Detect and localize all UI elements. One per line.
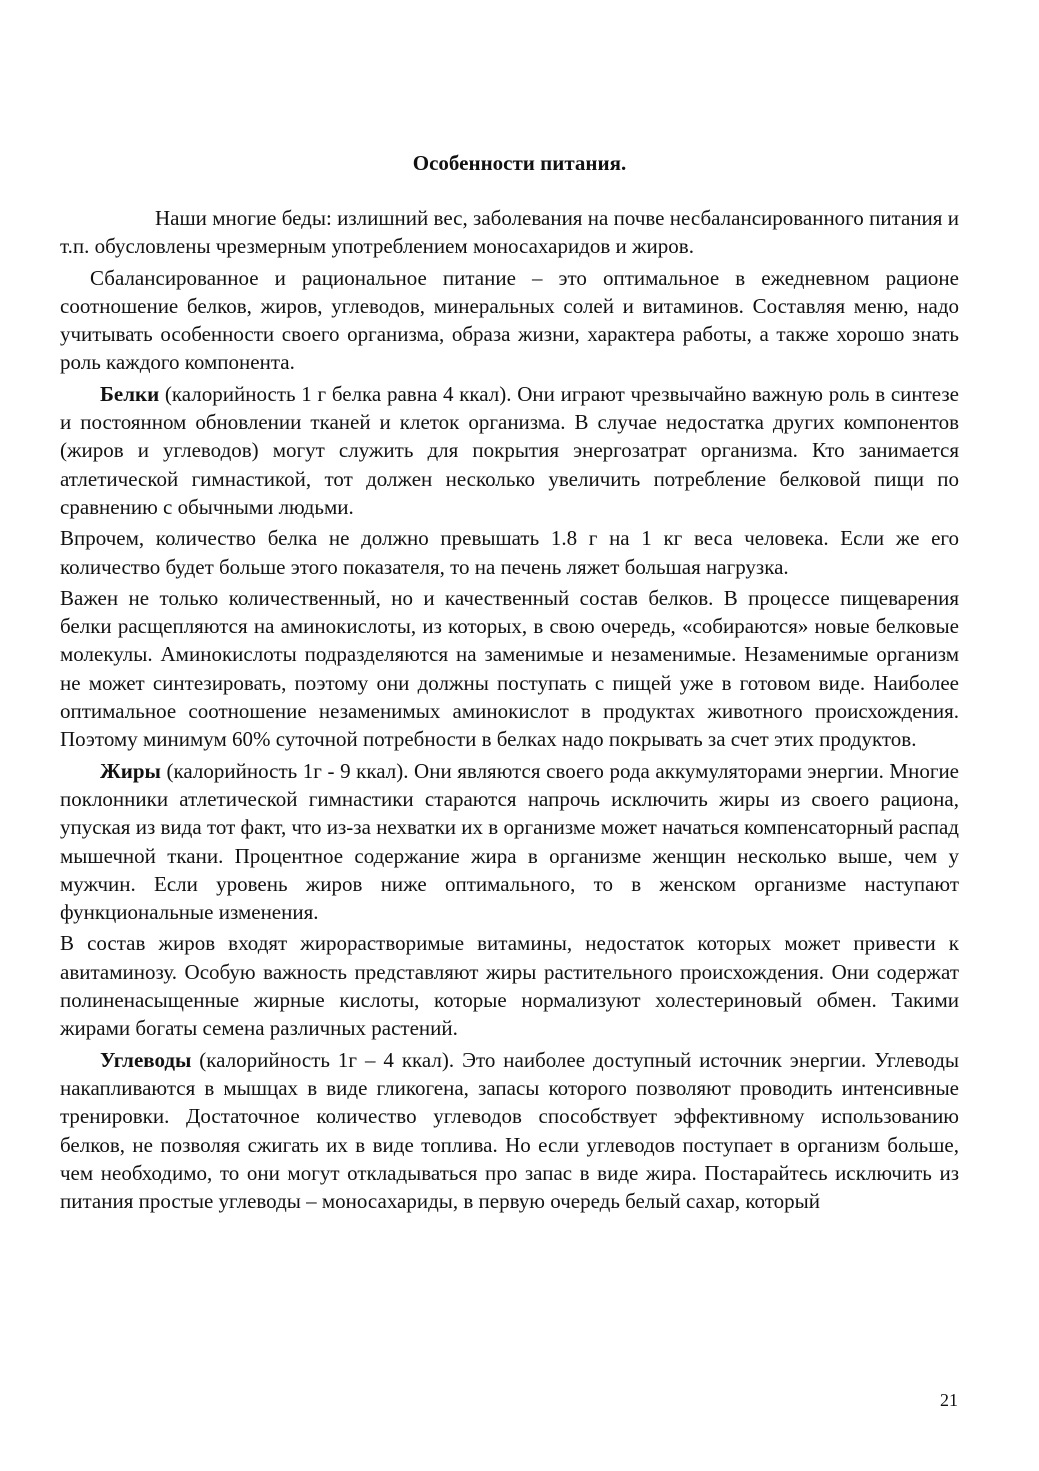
paragraph-text: Впрочем, количество белка не должно превышать 1.8 г на 1 кг веса человека. Если же его количество будет больше этого показателя, то на печень ляжет большая нагрузка. xyxy=(60,526,959,579)
paragraph-intro xyxy=(60,204,959,261)
paragraph-text: (калорийность 1г – 4 ккал). Это наиболее доступный источник энергии. Углеводы накапливаются в мышцах в виде гликогена, запасы которого позволяют проводить интенсивные тренировки. Достаточное количество углеводов способствует эффективному использованию белков, не позволяя сжигать их в виде топлива. Но если углеводов поступает в организм больше, чем необходимо, то они могут откладываться про запас в виде жира. Постарайтесь исключить из питания простые углеводы – моносахариды, в первую очередь белый сахар, который xyxy=(60,1047,959,1214)
paragraph-balanced-nutrition xyxy=(60,264,959,377)
paragraph-fats xyxy=(60,757,959,927)
section-term-proteins: Белки xyxy=(100,381,160,406)
paragraph-protein-quality xyxy=(60,584,959,754)
document-body xyxy=(60,204,959,1218)
paragraph-carbohydrates xyxy=(60,1046,959,1216)
paragraph-text: (калорийность 1г - 9 ккал). Они являются своего рода аккумуляторами энергии. Многие поклонники атлетической гимнастики стараются напрочь исключить жиры из своего рациона, упуская из вида тот факт, что из-за нехватки их в организме может начаться компенсаторный распад мышечной ткани. Процентное содержание жира в организме женщин несколько выше, чем у мужчин. Если уровень жиров ниже оптимального, то в женском организме наступают функциональные изменения. xyxy=(60,758,959,925)
paragraph-text: Важен не только количественный, но и качественный состав белков. В процессе пищеварения белки расщепляются на аминокислоты, из которых, в свою очередь, «собираются» новые белковые молекулы. Аминокислоты подразделяются на заменимые и незаменимые. Незаменимые организм не может синтезировать, поэтому они должны поступать с пищей уже в готовом виде. Наиболее оптимальное соотношение незаменимых аминокислот в продуктах животного происхождения. Поэтому минимум 60% суточной потребности в белках надо покрывать за счет этих продуктов. xyxy=(60,585,959,752)
paragraph-text: Сбалансированное и рациональное питание – это оптимальное в ежедневном рационе соотношение белков, жиров, углеводов, минеральных солей и витаминов. Составляя меню, надо учитывать особенности своего организма, образа жизни, характера работы, а также хорошо знать роль каждого компонента. xyxy=(60,265,959,375)
page-number: 21 xyxy=(940,1390,958,1410)
paragraph-protein-limit xyxy=(60,524,959,581)
section-term-carbohydrates: Углеводы xyxy=(100,1047,192,1072)
paragraph-fat-vitamins xyxy=(60,929,959,1042)
paragraph-text: В состав жиров входят жирорастворимые витамины, недостаток которых может привести к авитаминозу. Особую важность представляют жиры растительного происхождения. Они содержат полиненасыщенные жирные кислоты, которые нормализуют холестериновый обмен. Такими жирами богаты семена различных растений. xyxy=(60,931,959,1041)
paragraph-proteins xyxy=(60,380,959,521)
section-term-fats: Жиры xyxy=(100,758,161,783)
page-title: Особенности питания. xyxy=(412,151,627,175)
paragraph-text: (калорийность 1 г белка равна 4 ккал). Они играют чрезвычайно важную роль в синтезе и постоянном обновлении тканей и клеток организма. В случае недостатка других компонентов (жиров и углеводов) могут служить для покрытия энергозатрат организма. Кто занимается атлетической гимнастикой, тот должен несколько увеличить потребление белковой пищи по сравнению с обычными людьми. xyxy=(60,381,959,519)
paragraph-text: Наши многие беды: излишний вес, заболевания на почве несбалансированного питания и т.п. обусловлены чрезмерным употреблением моносахаридов и жиров. xyxy=(60,206,959,259)
